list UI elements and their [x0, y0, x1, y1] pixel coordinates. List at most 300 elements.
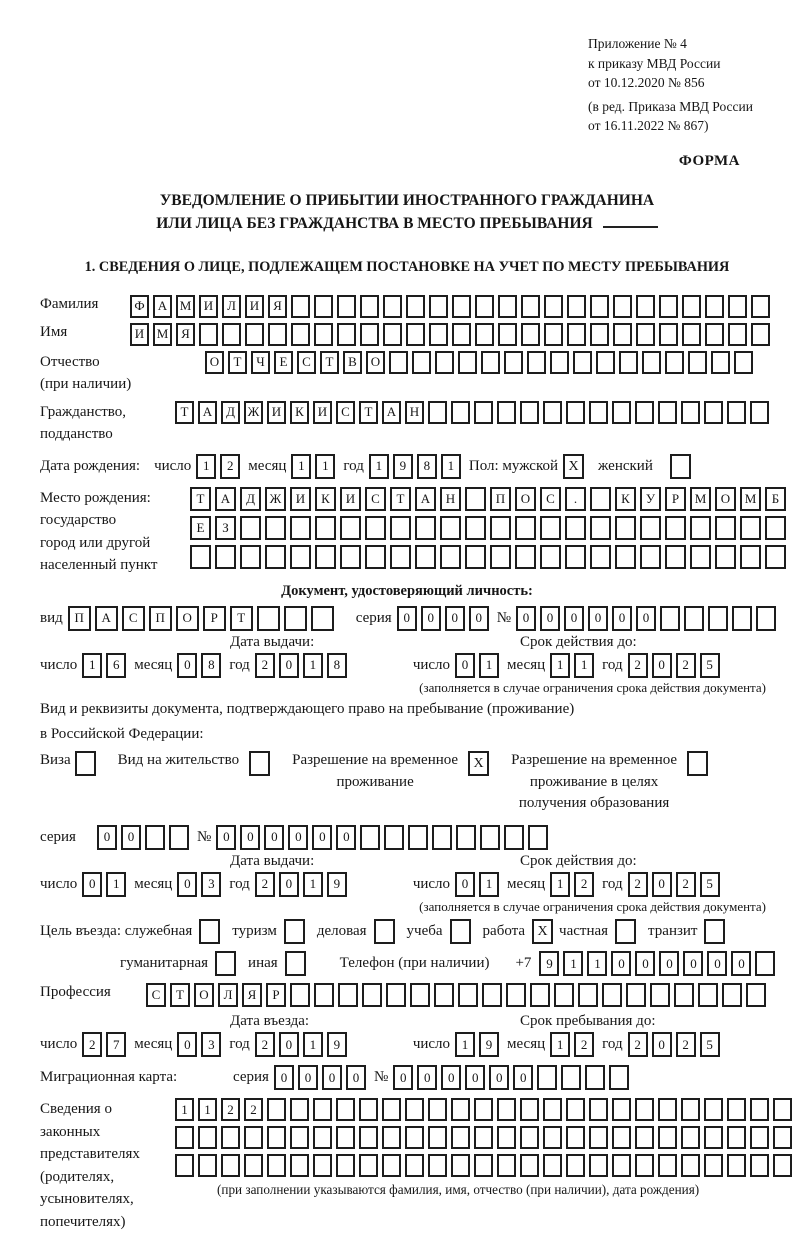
char-cell[interactable] [440, 545, 461, 569]
char-cell[interactable] [589, 1154, 608, 1177]
char-cell[interactable]: Я [268, 295, 287, 318]
char-cell[interactable] [773, 1126, 792, 1149]
char-cell[interactable] [740, 516, 761, 540]
char-cell[interactable] [615, 516, 636, 540]
char-cell[interactable]: 1 [550, 1032, 570, 1057]
char-cell[interactable]: 2 [676, 1032, 696, 1057]
char-cell[interactable] [497, 1154, 516, 1177]
char-cell[interactable] [704, 1126, 723, 1149]
char-cell[interactable] [198, 1126, 217, 1149]
char-cell[interactable] [626, 983, 646, 1007]
char-cell[interactable] [715, 516, 736, 540]
char-cell[interactable] [635, 1126, 654, 1149]
char-cell[interactable] [728, 295, 747, 318]
char-cell[interactable] [383, 295, 402, 318]
char-cell[interactable]: Т [359, 401, 378, 424]
char-cell[interactable]: 0 [465, 1065, 485, 1090]
char-cell[interactable]: З [215, 516, 236, 540]
char-cell[interactable]: 1 [303, 872, 323, 897]
char-cell[interactable]: 0 [707, 951, 727, 976]
char-cell[interactable] [222, 323, 241, 346]
char-cell[interactable] [474, 1154, 493, 1177]
char-cell[interactable] [221, 1154, 240, 1177]
char-cell[interactable] [773, 1154, 792, 1177]
char-cell[interactable] [475, 323, 494, 346]
char-cell[interactable] [498, 323, 517, 346]
char-cell[interactable] [635, 1098, 654, 1121]
char-cell[interactable]: Б [765, 487, 786, 511]
char-cell[interactable]: 2 [676, 872, 696, 897]
char-cell[interactable] [458, 351, 477, 374]
char-cell[interactable]: 0 [346, 1065, 366, 1090]
char-cell[interactable]: 0 [588, 606, 608, 631]
char-cell[interactable] [590, 295, 609, 318]
char-cell[interactable] [590, 323, 609, 346]
char-cell[interactable]: 2 [676, 653, 696, 678]
char-cell[interactable]: 0 [177, 653, 197, 678]
char-cell[interactable]: 5 [700, 1032, 720, 1057]
char-cell[interactable] [704, 401, 723, 424]
char-cell[interactable] [740, 545, 761, 569]
char-cell[interactable] [408, 825, 428, 850]
char-cell[interactable] [640, 516, 661, 540]
char-cell[interactable] [682, 295, 701, 318]
char-cell[interactable]: 0 [652, 1032, 672, 1057]
char-cell[interactable] [711, 351, 730, 374]
char-cell[interactable] [382, 1098, 401, 1121]
purpose-humanitarian-checkbox[interactable] [215, 951, 236, 976]
char-cell[interactable] [765, 545, 786, 569]
purpose-work-checkbox[interactable]: X [532, 919, 553, 944]
char-cell[interactable]: 2 [82, 1032, 102, 1057]
char-cell[interactable]: 0 [298, 1065, 318, 1090]
char-cell[interactable]: 7 [106, 1032, 126, 1057]
purpose-transit-checkbox[interactable] [704, 919, 725, 944]
char-cell[interactable]: 0 [652, 653, 672, 678]
char-cell[interactable] [268, 323, 287, 346]
char-cell[interactable]: 8 [327, 653, 347, 678]
char-cell[interactable] [497, 1098, 516, 1121]
char-cell[interactable]: 6 [106, 653, 126, 678]
char-cell[interactable] [765, 516, 786, 540]
char-cell[interactable] [338, 983, 358, 1007]
char-cell[interactable] [722, 983, 742, 1007]
char-cell[interactable]: 0 [279, 1032, 299, 1057]
char-cell[interactable] [198, 1154, 217, 1177]
char-cell[interactable] [497, 1126, 516, 1149]
char-cell[interactable] [440, 516, 461, 540]
char-cell[interactable]: Т [228, 351, 247, 374]
char-cell[interactable] [727, 1126, 746, 1149]
char-cell[interactable] [520, 401, 539, 424]
char-cell[interactable] [169, 825, 189, 850]
char-cell[interactable]: Я [242, 983, 262, 1007]
char-cell[interactable] [340, 516, 361, 540]
char-cell[interactable]: 2 [574, 1032, 594, 1057]
char-cell[interactable] [554, 983, 574, 1007]
char-cell[interactable] [313, 1126, 332, 1149]
char-cell[interactable]: 0 [121, 825, 141, 850]
char-cell[interactable]: 1 [479, 872, 499, 897]
char-cell[interactable] [314, 983, 334, 1007]
char-cell[interactable] [612, 1126, 631, 1149]
char-cell[interactable]: 2 [255, 653, 275, 678]
char-cell[interactable] [715, 545, 736, 569]
char-cell[interactable]: М [740, 487, 761, 511]
char-cell[interactable] [360, 825, 380, 850]
char-cell[interactable]: Ж [265, 487, 286, 511]
residence-permit-checkbox[interactable] [249, 751, 270, 776]
char-cell[interactable] [684, 606, 704, 631]
char-cell[interactable]: С [297, 351, 316, 374]
char-cell[interactable]: К [290, 401, 309, 424]
char-cell[interactable] [665, 516, 686, 540]
char-cell[interactable] [698, 983, 718, 1007]
char-cell[interactable] [314, 295, 333, 318]
char-cell[interactable]: 2 [255, 1032, 275, 1057]
char-cell[interactable] [190, 545, 211, 569]
char-cell[interactable]: 1 [82, 653, 102, 678]
char-cell[interactable] [386, 983, 406, 1007]
char-cell[interactable]: 0 [279, 653, 299, 678]
char-cell[interactable] [613, 323, 632, 346]
char-cell[interactable]: И [290, 487, 311, 511]
char-cell[interactable] [480, 825, 500, 850]
char-cell[interactable] [704, 1154, 723, 1177]
char-cell[interactable]: 8 [417, 454, 437, 479]
char-cell[interactable]: 0 [279, 872, 299, 897]
char-cell[interactable] [336, 1154, 355, 1177]
char-cell[interactable]: Т [390, 487, 411, 511]
char-cell[interactable]: 0 [177, 1032, 197, 1057]
char-cell[interactable] [705, 295, 724, 318]
char-cell[interactable]: О [205, 351, 224, 374]
char-cell[interactable] [636, 295, 655, 318]
temp-residence-checkbox[interactable]: X [468, 751, 489, 776]
char-cell[interactable] [428, 1126, 447, 1149]
char-cell[interactable] [659, 323, 678, 346]
char-cell[interactable] [530, 983, 550, 1007]
char-cell[interactable]: 0 [288, 825, 308, 850]
char-cell[interactable]: 1 [303, 1032, 323, 1057]
char-cell[interactable]: 0 [312, 825, 332, 850]
char-cell[interactable] [528, 825, 548, 850]
char-cell[interactable]: 0 [441, 1065, 461, 1090]
char-cell[interactable]: И [313, 401, 332, 424]
char-cell[interactable] [566, 401, 585, 424]
char-cell[interactable] [504, 825, 524, 850]
char-cell[interactable]: 0 [445, 606, 465, 631]
char-cell[interactable]: 2 [628, 872, 648, 897]
char-cell[interactable]: 9 [327, 1032, 347, 1057]
char-cell[interactable] [315, 516, 336, 540]
char-cell[interactable] [596, 351, 615, 374]
char-cell[interactable] [585, 1065, 605, 1090]
char-cell[interactable]: К [615, 487, 636, 511]
char-cell[interactable]: 3 [201, 1032, 221, 1057]
char-cell[interactable]: О [366, 351, 385, 374]
char-cell[interactable]: Т [190, 487, 211, 511]
char-cell[interactable]: Ф [130, 295, 149, 318]
char-cell[interactable]: . [565, 487, 586, 511]
char-cell[interactable]: 0 [397, 606, 417, 631]
char-cell[interactable]: Р [266, 983, 286, 1007]
char-cell[interactable]: 1 [198, 1098, 217, 1121]
char-cell[interactable]: 9 [479, 1032, 499, 1057]
char-cell[interactable]: 2 [628, 653, 648, 678]
char-cell[interactable]: 2 [574, 872, 594, 897]
char-cell[interactable]: 0 [240, 825, 260, 850]
char-cell[interactable] [465, 545, 486, 569]
char-cell[interactable]: Р [665, 487, 686, 511]
char-cell[interactable] [566, 1154, 585, 1177]
char-cell[interactable]: 0 [82, 872, 102, 897]
char-cell[interactable] [284, 606, 307, 631]
char-cell[interactable]: 0 [659, 951, 679, 976]
char-cell[interactable] [732, 606, 752, 631]
char-cell[interactable] [406, 295, 425, 318]
char-cell[interactable]: 1 [550, 653, 570, 678]
char-cell[interactable] [475, 295, 494, 318]
char-cell[interactable] [415, 545, 436, 569]
char-cell[interactable] [521, 323, 540, 346]
char-cell[interactable] [751, 323, 770, 346]
char-cell[interactable] [290, 516, 311, 540]
char-cell[interactable]: И [267, 401, 286, 424]
char-cell[interactable] [410, 983, 430, 1007]
char-cell[interactable] [145, 825, 165, 850]
char-cell[interactable]: С [540, 487, 561, 511]
char-cell[interactable] [705, 323, 724, 346]
char-cell[interactable] [267, 1098, 286, 1121]
purpose-private-checkbox[interactable] [615, 919, 636, 944]
char-cell[interactable] [390, 516, 411, 540]
char-cell[interactable]: С [146, 983, 166, 1007]
char-cell[interactable]: 9 [327, 872, 347, 897]
char-cell[interactable] [362, 983, 382, 1007]
char-cell[interactable]: 0 [636, 606, 656, 631]
char-cell[interactable]: 1 [175, 1098, 194, 1121]
char-cell[interactable]: 0 [322, 1065, 342, 1090]
char-cell[interactable] [458, 983, 478, 1007]
char-cell[interactable] [688, 351, 707, 374]
char-cell[interactable]: К [315, 487, 336, 511]
char-cell[interactable] [175, 1154, 194, 1177]
purpose-official-checkbox[interactable] [199, 919, 220, 944]
char-cell[interactable]: М [176, 295, 195, 318]
char-cell[interactable] [452, 323, 471, 346]
char-cell[interactable]: 1 [479, 653, 499, 678]
char-cell[interactable] [520, 1098, 539, 1121]
char-cell[interactable] [245, 323, 264, 346]
char-cell[interactable]: 2 [255, 872, 275, 897]
char-cell[interactable] [290, 1126, 309, 1149]
char-cell[interactable]: М [153, 323, 172, 346]
char-cell[interactable] [674, 983, 694, 1007]
char-cell[interactable] [550, 351, 569, 374]
char-cell[interactable] [612, 1154, 631, 1177]
char-cell[interactable] [565, 545, 586, 569]
char-cell[interactable]: 0 [612, 606, 632, 631]
char-cell[interactable] [482, 983, 502, 1007]
char-cell[interactable]: Н [440, 487, 461, 511]
char-cell[interactable] [527, 351, 546, 374]
char-cell[interactable] [451, 1154, 470, 1177]
char-cell[interactable]: 0 [611, 951, 631, 976]
char-cell[interactable] [704, 1098, 723, 1121]
char-cell[interactable] [567, 295, 586, 318]
char-cell[interactable] [199, 323, 218, 346]
char-cell[interactable] [474, 1098, 493, 1121]
char-cell[interactable] [267, 1154, 286, 1177]
char-cell[interactable] [750, 1098, 769, 1121]
char-cell[interactable] [382, 1154, 401, 1177]
char-cell[interactable]: 0 [274, 1065, 294, 1090]
char-cell[interactable]: У [640, 487, 661, 511]
char-cell[interactable] [543, 1126, 562, 1149]
char-cell[interactable] [290, 1098, 309, 1121]
char-cell[interactable] [240, 516, 261, 540]
char-cell[interactable] [415, 516, 436, 540]
char-cell[interactable] [244, 1126, 263, 1149]
char-cell[interactable] [590, 516, 611, 540]
char-cell[interactable] [665, 351, 684, 374]
char-cell[interactable] [435, 351, 454, 374]
char-cell[interactable] [750, 1154, 769, 1177]
char-cell[interactable] [590, 545, 611, 569]
char-cell[interactable]: 1 [563, 951, 583, 976]
char-cell[interactable] [658, 1098, 677, 1121]
char-cell[interactable]: Ж [244, 401, 263, 424]
char-cell[interactable] [504, 351, 523, 374]
char-cell[interactable]: 0 [455, 653, 475, 678]
char-cell[interactable]: 0 [652, 872, 672, 897]
char-cell[interactable]: Ч [251, 351, 270, 374]
char-cell[interactable] [681, 1098, 700, 1121]
char-cell[interactable] [642, 351, 661, 374]
char-cell[interactable]: 1 [196, 454, 216, 479]
char-cell[interactable]: П [68, 606, 91, 631]
char-cell[interactable]: Т [170, 983, 190, 1007]
char-cell[interactable]: О [194, 983, 214, 1007]
char-cell[interactable] [267, 1126, 286, 1149]
char-cell[interactable] [313, 1098, 332, 1121]
char-cell[interactable]: 8 [201, 653, 221, 678]
char-cell[interactable]: 0 [564, 606, 584, 631]
char-cell[interactable]: Н [405, 401, 424, 424]
char-cell[interactable] [428, 401, 447, 424]
char-cell[interactable] [290, 1154, 309, 1177]
char-cell[interactable] [565, 516, 586, 540]
char-cell[interactable] [520, 1154, 539, 1177]
char-cell[interactable] [750, 1126, 769, 1149]
char-cell[interactable] [291, 295, 310, 318]
char-cell[interactable]: Д [240, 487, 261, 511]
char-cell[interactable] [756, 606, 776, 631]
char-cell[interactable] [365, 516, 386, 540]
char-cell[interactable]: 1 [291, 454, 311, 479]
char-cell[interactable] [490, 545, 511, 569]
char-cell[interactable]: П [149, 606, 172, 631]
char-cell[interactable] [451, 1098, 470, 1121]
char-cell[interactable]: М [690, 487, 711, 511]
char-cell[interactable] [405, 1154, 424, 1177]
char-cell[interactable] [337, 323, 356, 346]
char-cell[interactable] [681, 1154, 700, 1177]
char-cell[interactable]: 9 [393, 454, 413, 479]
char-cell[interactable] [658, 401, 677, 424]
char-cell[interactable] [590, 487, 611, 511]
char-cell[interactable] [589, 1126, 608, 1149]
char-cell[interactable] [240, 545, 261, 569]
char-cell[interactable] [544, 295, 563, 318]
char-cell[interactable] [428, 1154, 447, 1177]
char-cell[interactable] [474, 401, 493, 424]
purpose-business-checkbox[interactable] [374, 919, 395, 944]
char-cell[interactable]: 1 [315, 454, 335, 479]
char-cell[interactable]: 2 [628, 1032, 648, 1057]
char-cell[interactable]: 0 [421, 606, 441, 631]
char-cell[interactable] [290, 983, 310, 1007]
char-cell[interactable] [244, 1154, 263, 1177]
char-cell[interactable]: О [515, 487, 536, 511]
char-cell[interactable]: 0 [469, 606, 489, 631]
purpose-tourism-checkbox[interactable] [284, 919, 305, 944]
char-cell[interactable]: А [95, 606, 118, 631]
char-cell[interactable] [613, 295, 632, 318]
char-cell[interactable]: 0 [417, 1065, 437, 1090]
char-cell[interactable]: 3 [201, 872, 221, 897]
char-cell[interactable] [465, 487, 486, 511]
char-cell[interactable]: Т [175, 401, 194, 424]
char-cell[interactable] [751, 295, 770, 318]
char-cell[interactable] [609, 1065, 629, 1090]
char-cell[interactable]: 0 [177, 872, 197, 897]
char-cell[interactable] [265, 545, 286, 569]
char-cell[interactable] [365, 545, 386, 569]
char-cell[interactable] [540, 545, 561, 569]
char-cell[interactable]: О [715, 487, 736, 511]
char-cell[interactable]: 2 [221, 1098, 240, 1121]
visa-checkbox[interactable] [75, 751, 96, 776]
char-cell[interactable] [520, 1126, 539, 1149]
char-cell[interactable] [566, 1098, 585, 1121]
char-cell[interactable] [636, 323, 655, 346]
char-cell[interactable] [515, 516, 536, 540]
char-cell[interactable] [290, 545, 311, 569]
char-cell[interactable]: А [215, 487, 236, 511]
char-cell[interactable] [383, 323, 402, 346]
char-cell[interactable] [311, 606, 334, 631]
char-cell[interactable] [521, 295, 540, 318]
char-cell[interactable]: В [343, 351, 362, 374]
char-cell[interactable]: 1 [369, 454, 389, 479]
char-cell[interactable] [432, 825, 452, 850]
char-cell[interactable]: 0 [264, 825, 284, 850]
char-cell[interactable] [359, 1154, 378, 1177]
char-cell[interactable]: Е [274, 351, 293, 374]
char-cell[interactable] [337, 295, 356, 318]
char-cell[interactable] [451, 401, 470, 424]
char-cell[interactable]: 5 [700, 653, 720, 678]
char-cell[interactable] [690, 545, 711, 569]
char-cell[interactable]: А [382, 401, 401, 424]
char-cell[interactable]: 0 [683, 951, 703, 976]
char-cell[interactable] [175, 1126, 194, 1149]
char-cell[interactable]: Р [203, 606, 226, 631]
char-cell[interactable] [384, 825, 404, 850]
char-cell[interactable] [602, 983, 622, 1007]
